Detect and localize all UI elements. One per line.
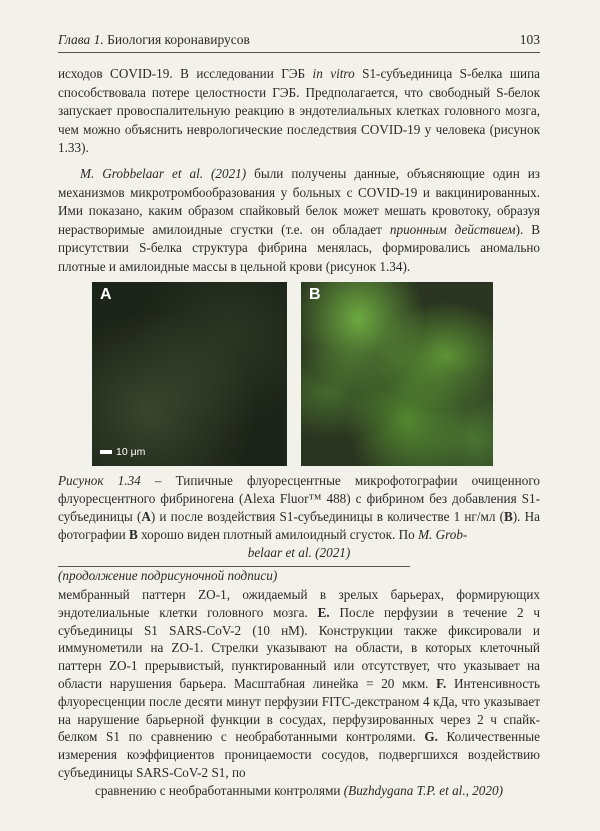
caption-continuation <box>58 586 540 800</box>
panel-a-label: A <box>100 286 112 303</box>
chapter-heading <box>58 32 250 48</box>
caption-divider <box>58 566 410 567</box>
continuation-label: (продолжение подрисуночной подписи) <box>58 568 278 583</box>
caption-text-3: ). На фотографии <box>58 509 540 542</box>
paragraph-1-italic: in vitro <box>312 66 355 81</box>
caption-author-2: belaar et al. (2021) <box>247 545 351 560</box>
caption-text-4: хорошо виден плотный амилоидный сгусток. По <box>137 527 419 542</box>
caption-text-2: ) и после воздействия S1-субъединицы в количестве 1 нг/мл ( <box>150 509 504 524</box>
cont-last-text: сравнению с необработанными контролями <box>95 782 344 798</box>
panel-b-label: B <box>309 286 321 303</box>
cont-text-3: Интенсивность флуоресценции после десяти минут перфузии FITC-декстраном 4 кДа, что указывает на нарушение барьерной функции в сосудах, перфузированных через 2 ч спайк-белком S1 по сравнению с необработанными контролями. <box>58 675 540 745</box>
cont-bold-e: E. <box>317 604 330 620</box>
cont-text-1: мембранный паттерн ZO-1, ожидаемый в зрелых барьерах, формирующих эндотелиальные клетки головного мозга. <box>58 587 540 620</box>
paragraph-1-text-b: S1-субъединица S-белка шипа способствовала потере целостности ГЭБ. Предполагается, что свободный S-белок запускает провоспалительную реакцию в эндотелиальных клетках головного мозга, чем можно объяснить неврологические последствия COVID-19 у человека (рисунок 1.33). <box>58 66 540 155</box>
micrograph-panel-a <box>92 282 287 466</box>
caption-bold-a: A <box>141 509 151 524</box>
paragraph-1 <box>58 65 540 158</box>
cont-text-4: Количественные измерения коэффициентов проницаемости сосудов, подвергшихся воздействию субъединицы SARS-CoV-2 S1, по <box>58 729 540 780</box>
figure-caption <box>58 472 540 562</box>
page-number: 103 <box>519 32 540 47</box>
caption-bold-b: B <box>503 509 513 524</box>
chapter-title: Биология коронавирусов <box>107 32 250 47</box>
header-divider <box>58 52 540 53</box>
cont-bold-f: F. <box>436 675 447 691</box>
micrograph-panel-b <box>301 282 493 466</box>
caption-prefix: Рисунок 1.34 <box>58 473 141 488</box>
paragraph-2 <box>58 165 540 276</box>
caption-bold-b2: B <box>128 527 138 542</box>
cont-last-line <box>58 782 540 800</box>
paragraph-2-text-b: ). В присутствии S-белка структура фибрина менялась, формировались аномально плотные и амилоидные массы в цельной крови (рисунок 1.34). <box>58 221 540 274</box>
paragraph-1-text-a: исходов COVID-19. В исследовании ГЭБ <box>58 66 313 81</box>
paragraph-2-author: M. Grobbelaar et al. (2021) <box>80 166 247 181</box>
chapter-prefix: Глава 1. <box>58 32 104 47</box>
scale-bar-text: 10 μm <box>116 446 146 458</box>
scale-bar <box>100 446 145 458</box>
page-header <box>58 32 540 48</box>
scale-bar-line <box>100 450 112 454</box>
cont-bold-g: G. <box>424 729 438 745</box>
cont-source: (Buzhdygana T.P. et al., 2020) <box>343 782 503 798</box>
caption-author-1: M. Grob- <box>418 527 468 542</box>
paragraph-2-italic: прионным действием <box>389 221 516 237</box>
caption-text-1: – Типичные флуоресцентные микрофотографии очищенного флуоресцентного фибриногена (Alexa Fluor™ 488) с фибрином без добавления S1-субъединицы ( <box>58 473 540 524</box>
paragraph-2-text-a: были получены данные, объясняющие один из механизмов микротромбообразования у больных с COVID-19 и вакцинированных. Ими показано, каким образом спайковый белок может мешать кровотоку, образуя нерастворимые амилоидные сгустки (т.е. он обладает <box>58 166 540 237</box>
cont-text-2: После перфузии в течение 2 ч субъединицы S1 SARS-CoV-2 (10 нМ). Конструкции также фиксировали и иммунометили на ZO-1. Стрелки указывают на области, в которых клеточный паттерн ZO-1 прерывистый, пунктированный или отсутствует, что указывает на области нарушения барьера. Масштабная линейка = 20 мкм. <box>58 604 540 691</box>
